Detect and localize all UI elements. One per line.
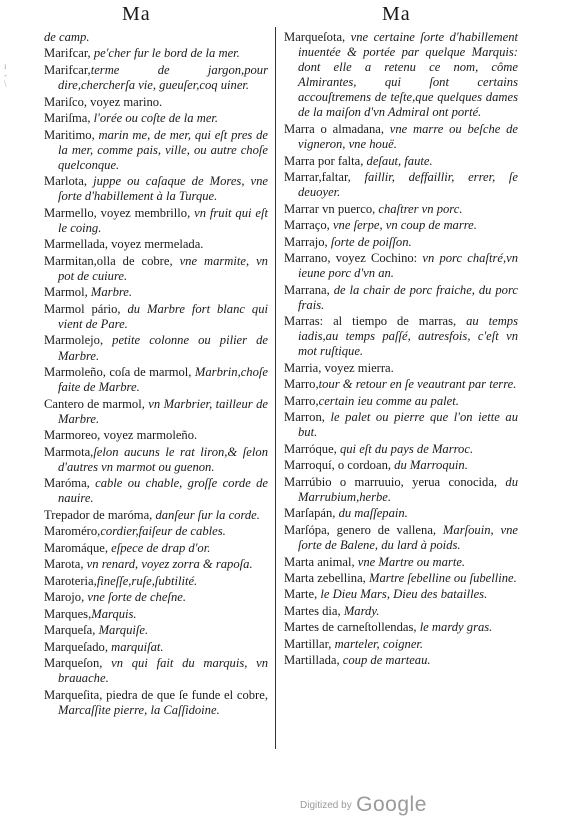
entry-definition: fineſſe,ruſe,ſubtilité. [96,573,198,588]
dictionary-entry [44,590,268,605]
entry-definition: de camp. [44,30,90,44]
dictionary-entry [44,111,268,126]
dictionary-entry [284,604,518,619]
entry-headword: Martillar, [284,636,335,651]
entry-definition: ſorte de poiſſon. [330,234,412,249]
entry-definition: tour & retour en ſe veautrant par terre. [318,377,517,392]
entry-headword: Marte, [284,587,321,602]
entry-definition: marin me, de mer, qui eſt pres de la mer, comme pais, ville, ou autre choſe quelconque. [58,127,268,172]
entry-definition: du maſſepain. [338,506,408,521]
entry-headword: Martillada, [284,653,343,668]
entry-headword: Martes de carneſtollendas, [284,620,420,635]
entry-headword: Marrajo, [284,234,331,249]
entry-definition: Marbre. [90,285,133,300]
entry-headword: Marrar vn puerco, [284,201,379,216]
entry-definition: qui eſt du pays de Marroc. [339,441,474,456]
dictionary-entry [44,174,268,204]
entry-definition: petite colonne ou pilier de Marbre. [58,333,268,363]
dictionary-entry [284,235,518,250]
dictionary-entry [44,445,268,475]
entry-headword: Marmolejo, [44,333,113,348]
entry-headword: Marrano, voyez Cochino: [284,251,423,266]
dictionary-entry [44,541,268,556]
entry-definition: vne marmite, vn pot de cuiure. [58,253,268,283]
dictionary-entry [44,428,268,443]
entry-definition: marquiſat. [111,639,164,654]
dictionary-entry [284,251,518,281]
watermark-brand: Google [356,793,427,816]
entry-definition: Marquiſe. [98,623,149,638]
dictionary-entry [44,524,268,539]
entry-definition: Marquis. [91,606,137,621]
entry-definition: cordier,faiſeur de cables. [100,524,226,539]
entry-headword: Maritimo, [44,127,99,142]
dictionary-entry [284,283,518,313]
dictionary-entry [284,555,518,570]
entry-definition: vne Martre ou marte. [357,554,466,569]
dictionary-entry [44,30,268,45]
dictionary-entry [284,377,518,392]
entry-headword: Marra por falta, [284,153,367,168]
entry-headword: Maroméro, [44,524,101,539]
dictionary-entry [44,397,268,427]
entry-definition: du Marrubium,herbe. [298,474,518,504]
dictionary-entry [44,333,268,363]
dictionary-entry [284,571,518,586]
entry-headword: Marojo, [44,590,88,605]
entry-headword: Marques, [44,606,92,621]
dictionary-entry [44,656,268,686]
dictionary-entry [284,523,518,553]
dictionary-entry [284,202,518,217]
watermark-prefix: Digitized by [300,800,352,811]
left-column [44,30,268,719]
entry-definition: eſpece de drap d'or. [111,540,211,555]
dictionary-entry [44,623,268,638]
entry-headword: Marrúbio o marruuio, yerua conocida, [284,474,506,489]
dictionary-entry [284,30,518,121]
entry-headword: Marrana, [284,282,334,297]
dictionary-entry [284,218,518,233]
entry-headword: Maromáque, [44,540,112,555]
entry-definition: ſelon aucuns le rat liron,& ſelon d'autres vn marmot ou guenon. [58,444,268,474]
entry-headword: Marmol, [44,285,91,300]
entry-definition: vne certaine ſorte d'habillement inuentée & portée par quelque Marquis: dont elle a retenu ce nom, côme Almirantes, qui ſont certains accouſtremens de teſte,que quelques dames de la maiſon d'vn Admiral ont porté. [298,30,518,120]
entry-definition: faillir, deffaillir, errer, ſe deuoyer. [298,170,518,200]
entry-headword: Marra o almadana, [284,121,390,136]
entry-definition: coup de marteau. [342,653,431,668]
dictionary-entry [44,557,268,572]
dictionary-entry [284,410,518,440]
entry-definition: cable ou chable, groſſe corde de nauire. [58,476,268,506]
dictionary-entry [284,170,518,200]
entry-headword: Marro, [284,377,319,392]
entry-headword: Marifcar, [44,46,94,61]
dictionary-entry [284,587,518,602]
entry-headword: Cantero de marmol, [44,396,149,411]
entry-definition: Marſouin, vne ſorte de Balene, du lard à poids. [298,522,518,553]
entry-definition: vn renard, voyez zorra & rapoſa. [86,557,253,572]
entry-headword: Marmoreo, voyez marmoleño. [44,428,198,443]
dictionary-entry [44,95,268,110]
dictionary-entry [44,285,268,300]
entry-definition: du Marbre fort blanc qui vient de Pare. [58,301,268,331]
entry-definition: le mardy gras. [419,620,493,635]
entry-headword: Mariſco, voyez marino. [44,94,163,109]
dictionary-entry [284,394,518,409]
entry-definition: Marbrin,choſe faite de Marbre. [58,365,268,395]
left-running-head: Ma [122,3,151,25]
entry-definition: vn Marbrier, tailleur de Marbre. [58,396,268,426]
dictionary-entry [44,46,268,61]
right-column [284,30,518,670]
dictionary-entry [284,506,518,521]
entry-headword: Marmoleño, coſa de marmol, [44,365,195,380]
entry-headword: Marróque, [284,441,340,456]
dictionary-entry [284,361,518,376]
margin-annotation-mark: ı - \ [4,61,7,89]
entry-headword: Trepador de maróma, [44,507,156,522]
entry-definition: Mardy. [343,603,380,618]
entry-definition: vn porc chaſtré,vn ieune porc d'vn an. [298,251,518,281]
entry-headword: Marifcar, [44,62,91,77]
dictionary-entry [284,314,518,359]
dictionary-entry [44,688,268,718]
entry-definition: au temps iadis,au temps paſſé, autresfois, c'eſt vn mot ruſtique. [298,314,518,359]
dictionary-entry [284,475,518,505]
entry-headword: Maroteria, [44,573,97,588]
dictionary-entry [44,128,268,173]
dictionary-entry [284,122,518,152]
dictionary-entry [44,508,268,523]
entry-headword: Maróma, [44,476,96,491]
entry-headword: Marras: al tiempo de marras, [284,314,467,329]
entry-definition: chaſtrer vn porc. [378,201,463,216]
dictionary-entry [44,206,268,236]
dictionary-entry [44,254,268,284]
dictionary-entry [284,154,518,169]
column-divider [275,27,276,749]
dictionary-entry [44,476,268,506]
dictionary-entry [284,442,518,457]
entry-headword: Marroquí, o cordoan, [284,458,395,473]
entry-definition: vn qui fait du marquis, vn brauache. [58,656,268,686]
entry-headword: Martes dia, [284,603,344,618]
entry-definition: deſaut, faute. [366,153,433,168]
entry-headword: Marmol pário, [44,301,128,316]
entry-definition: l'orée ou coſte de la mer. [93,111,219,126]
entry-headword: Mariſma, [44,111,94,126]
entry-headword: Marlota, [44,174,94,189]
dictionary-entry [284,653,518,668]
entry-headword: Marmitan,olla de cobre, [44,253,180,268]
entry-headword: Marota, [44,557,87,572]
entry-definition: vne marre ou beſche de vigneron, vne houë. [298,121,519,152]
dictionary-entry [284,458,518,473]
entry-headword: Marqueſa, [44,623,99,638]
entry-definition: Marcaſſite pierre, la Caſſidoine. [58,702,220,717]
dictionary-entry [44,63,268,93]
entry-definition: marteler, coigner. [334,636,424,651]
dictionary-entry [284,620,518,635]
entry-headword: Marmellada, voyez mermelada. [44,237,204,252]
entry-definition: terme de jargon,pour dire,chercherſa vie, gueuſer,coq uiner. [58,62,268,93]
entry-headword: Marrar,faltar, [284,170,365,185]
entry-definition: de la chair de porc fraiche, du porc frais. [298,282,519,312]
entry-definition: danſeur ſur la corde. [155,507,260,522]
entry-definition: vne ſerpe, vn coup de marre. [332,218,477,233]
entry-definition: du Marroquin. [394,458,468,473]
dictionary-entry [44,640,268,655]
entry-definition: certain ieu comme au palet. [318,393,459,408]
entry-headword: Marqueſota, [284,30,351,44]
entry-headword: Marro, [284,393,319,408]
right-running-head: Ma [382,3,411,25]
entry-definition: le Dieu Mars, Dieu des batailles. [320,587,488,602]
entry-definition: le palet ou pierre que l'on iette au but. [298,410,518,440]
entry-headword: Marſópa, genero de vallena, [284,522,443,537]
entry-headword: Marmello, voyez membrillo, [44,205,195,220]
entry-headword: Marta zebellina, [284,571,369,585]
digitization-watermark [300,793,427,817]
entry-headword: Marta animal, [284,554,358,569]
entry-definition: vne ſorte de cheſne. [87,590,186,605]
entry-headword: Marraço, [284,218,333,233]
dictionary-entry [44,237,268,252]
dictionary-entry [44,574,268,589]
dictionary-entry [284,637,518,652]
entry-headword: Marqueſado, [44,639,112,654]
dictionary-entry [44,302,268,332]
entry-definition: pe'cher fur le bord de la mer. [93,46,240,61]
entry-headword: Marſapán, [284,506,339,521]
dictionary-entry [44,607,268,622]
entry-headword: Marqueſita, piedra de que ſe funde el cobre, [44,687,268,702]
dictionary-entry [44,365,268,395]
entry-definition: juppe ou caſaque de Mores, vne ſorte d'habillement à la Turque. [58,174,269,204]
entry-definition: vn fruit qui eſt le coing. [58,205,268,235]
entry-headword: Marria, voyez mierra. [284,360,394,375]
entry-headword: Marron, [284,410,331,425]
entry-headword: Marmota, [44,444,94,459]
entry-headword: Marqueſon, [44,656,112,671]
entry-definition: Martre ſebelline ou ſubelline. [368,571,517,585]
